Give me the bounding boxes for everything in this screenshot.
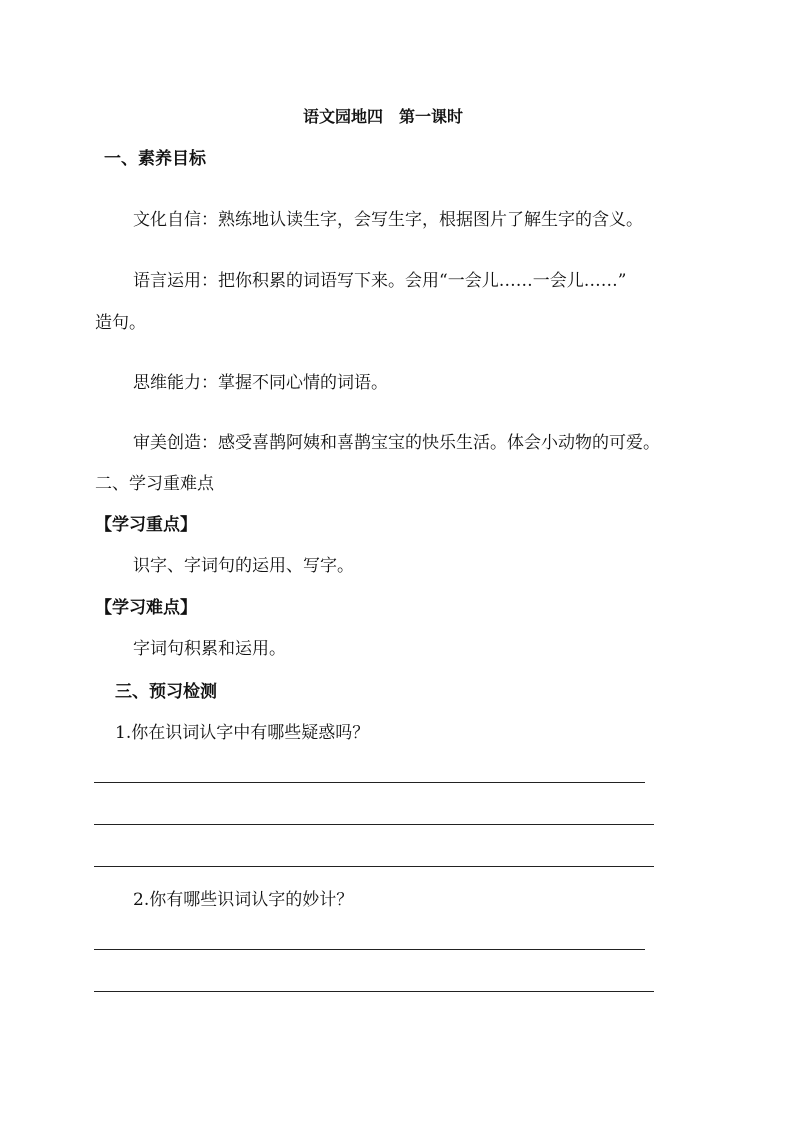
section-heading-preview: 三、预习检测 [115,682,217,702]
answer-line[interactable] [94,949,645,950]
focus-text: 识字、字词句的运用、写字。 [133,556,354,576]
goal-thinking: 思维能力：掌握不同心情的词语。 [133,373,388,393]
answer-line[interactable] [94,782,645,783]
answer-line[interactable] [94,866,654,867]
section-heading-goals: 一、素养目标 [104,149,206,169]
answer-line[interactable] [94,824,654,825]
section-heading-key-points: 二、学习重难点 [95,474,214,494]
difficulty-label: 【学习难点】 [95,598,197,618]
goal-aesthetic: 审美创造：感受喜鹊阿姨和喜鹊宝宝的快乐生活。体会小动物的可爱。 [133,433,660,453]
difficulty-text: 字词句积累和运用。 [133,639,286,659]
focus-label: 【学习重点】 [95,515,197,535]
answer-line[interactable] [94,991,654,992]
question-2: 2.你有哪些识词认字的妙计？ [133,890,354,910]
goal-cultural-confidence: 文化自信：熟练地认读生字，会写生字，根据图片了解生字的含义。 [133,210,643,230]
goal-language-use: 语言运用：把你积累的词语写下来。会用“一会儿……一会儿……” [133,271,627,291]
question-1: 1.你在识词认字中有哪些疑惑吗？ [115,723,370,743]
document-title: 语文园地四 第一课时 [303,107,464,126]
goal-language-use-cont: 造句。 [95,313,146,333]
